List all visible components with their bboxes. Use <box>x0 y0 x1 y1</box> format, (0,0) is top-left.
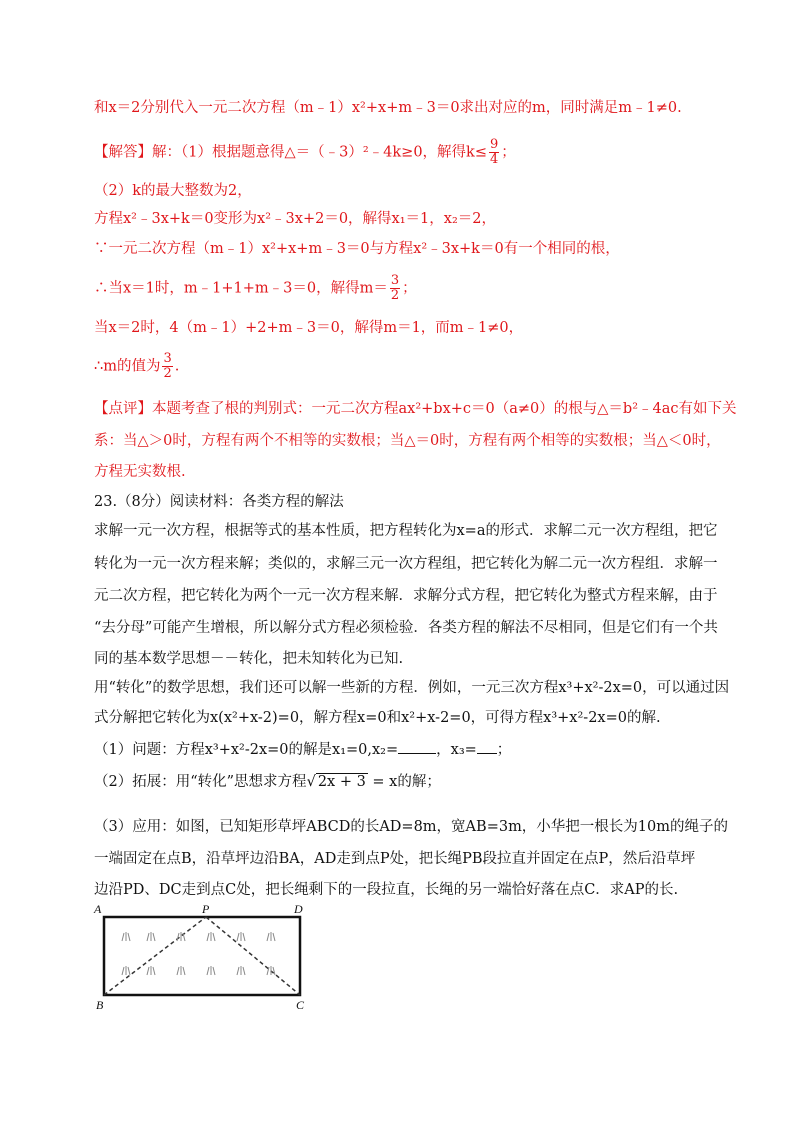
equation-rhs: = x <box>367 774 398 790</box>
sub-question-1 <box>94 739 511 760</box>
grass-icon <box>122 932 130 941</box>
label-d: D <box>294 903 303 916</box>
sub-question-2-end: 的解； <box>397 774 441 790</box>
grass-icon <box>267 932 275 941</box>
paragraph-line-3: 元二次方程，把它转化为两个一元一次方程来解．求解分式方程，把它转化为整式方程来解，由于 <box>94 588 718 604</box>
sub-question-2-text: （2）拓展：用“转化”思想求方程 <box>94 774 307 790</box>
radicand: 2x + 3 <box>317 774 366 790</box>
answer-tag: 【解答】 <box>94 144 152 161</box>
solution-line-7: 当x＝2时，4（m﹣1）+2+m﹣3＝0，解得m＝1，而m﹣1≠0， <box>94 320 524 336</box>
paragraph-line-5: 同的基本数学思想－－转化，把未知转化为已知. <box>94 651 404 667</box>
sub-question-1-mid: ，x₃= <box>436 742 477 758</box>
grass-icon <box>147 966 155 975</box>
fraction-3-2 <box>390 274 400 303</box>
rectangle-lawn-figure <box>92 903 322 1013</box>
paragraph-line-7: 式分解把它转化为x(x²+x-2)=0，解方程x=0和x²+x-2=0，可得方程x³+x²-2x=0的解. <box>94 710 661 726</box>
label-b: B <box>96 998 104 1012</box>
label-p: P <box>202 903 210 916</box>
sub-question-3-line-3: 边沿PD、DC走到点C处，把长绳剩下的一段拉直，长绳的另一端恰好落在点C．求AP的长. <box>94 882 679 898</box>
comment-line-2: 系：当△＞0时，方程有两个不相等的实数根；当△＝0时，方程有两个相等的实数根；当△＜0时， <box>94 433 721 449</box>
comment-line-3: 方程无实数根. <box>94 464 186 480</box>
fraction-denominator: 4 <box>490 152 499 167</box>
line-6-end: ； <box>402 280 417 297</box>
grass-icon <box>147 932 155 941</box>
paragraph-line-1: 求解一元一次方程，根据等式的基本性质，把方程转化为x=a的形式．求解二元一次方程组，把它 <box>94 523 718 539</box>
comment-line-1 <box>94 399 737 419</box>
solution-line-4: 方程x²﹣3x+k＝0变形为x²﹣3x+2＝0，解得x₁＝1，x₂＝2， <box>94 211 496 227</box>
rope-bp <box>104 917 206 995</box>
answer-blank-x2[interactable] <box>398 739 436 754</box>
grass-icon <box>237 966 245 975</box>
solution-line-6 <box>94 274 417 303</box>
sub-question-3-line-1: （3）应用：如图，已知矩形草坪ABCD的长AD=8m，宽AB=3m，小华把一根长为10m的绳子的 <box>94 819 729 835</box>
answer-end: ； <box>501 144 516 161</box>
rectangle-abcd <box>104 917 300 995</box>
paragraph-line-2: 转化为一元一次方程来解；类似的，求解三元一次方程组，把它转化为解二元一次方程组．求解一 <box>94 556 718 572</box>
fraction-numerator: 9 <box>490 137 499 152</box>
grass-icon <box>122 966 130 975</box>
question-23-title: 23.（8分）阅读材料：各类方程的解法 <box>94 494 344 510</box>
label-a: A <box>94 903 102 916</box>
grass-icon <box>207 932 215 941</box>
grass-icon <box>177 966 185 975</box>
solution-line-3: （2）k的最大整数为2， <box>94 183 252 199</box>
solution-line-5: ∵一元二次方程（m﹣1）x²+x+m﹣3＝0与方程x²﹣3x+k＝0有一个相同的根， <box>94 241 620 257</box>
paragraph-line-4: “去分母”可能产生增根，所以解分式方程必须检验．各类方程的解法不尽相同，但是它们有一个共 <box>94 620 718 636</box>
sub-question-3-line-2: 一端固定在点B，沿草坪边沿BA，AD走到点P处，把长绳PB段拉直并固定在点P，然后沿草坪 <box>94 851 696 867</box>
grass-icon <box>207 966 215 975</box>
answer-text: 解：（1）根据题意得△＝（﹣3）²﹣4k≥0，解得k≤ <box>152 144 487 161</box>
grass-icons <box>122 932 275 975</box>
grass-icon <box>237 932 245 941</box>
fraction-denominator: 2 <box>163 366 172 381</box>
line-8-text: ∴m的值为 <box>94 358 161 375</box>
grass-icon <box>267 966 275 975</box>
fraction-numerator: 3 <box>163 351 172 366</box>
sub-question-1-text: （1）问题：方程x³+x²-2x=0的解是x₁=0,x₂= <box>94 742 399 758</box>
fraction-numerator: 3 <box>390 273 400 288</box>
sqrt-equation: √ 2x + 3 = x <box>306 774 398 790</box>
solution-line-8 <box>94 352 179 381</box>
comment-text: 本题考查了根的判别式：一元二次方程ax²+bx+c＝0（a≠0）的根与△＝b²﹣4ac有如下关 <box>152 401 737 417</box>
rope-pc <box>206 917 300 995</box>
answer-blank-x3[interactable] <box>477 739 497 754</box>
sub-question-1-end: ； <box>496 742 512 758</box>
solution-line-1: 和x＝2分别代入一元二次方程（m﹣1）x²+x+m﹣3＝0求出对应的m，同时满足m﹣1≠0. <box>94 100 682 116</box>
line-8-end: . <box>174 358 180 375</box>
fraction-9-4 <box>489 138 499 167</box>
label-c: C <box>296 998 305 1012</box>
paragraph-line-6: 用“转化”的数学思想，我们还可以解一些新的方程．例如，一元三次方程x³+x²-2x=0，可以通过因 <box>94 680 730 696</box>
fraction-denominator: 2 <box>390 288 400 303</box>
comment-tag: 【点评】 <box>94 401 152 417</box>
line-6-text: ∴当x＝1时，m﹣1+1+m﹣3＝0，解得m＝ <box>94 280 388 297</box>
fraction-3-2-final <box>162 352 172 381</box>
sub-question-2 <box>94 772 441 792</box>
solution-answer-line <box>94 138 516 167</box>
